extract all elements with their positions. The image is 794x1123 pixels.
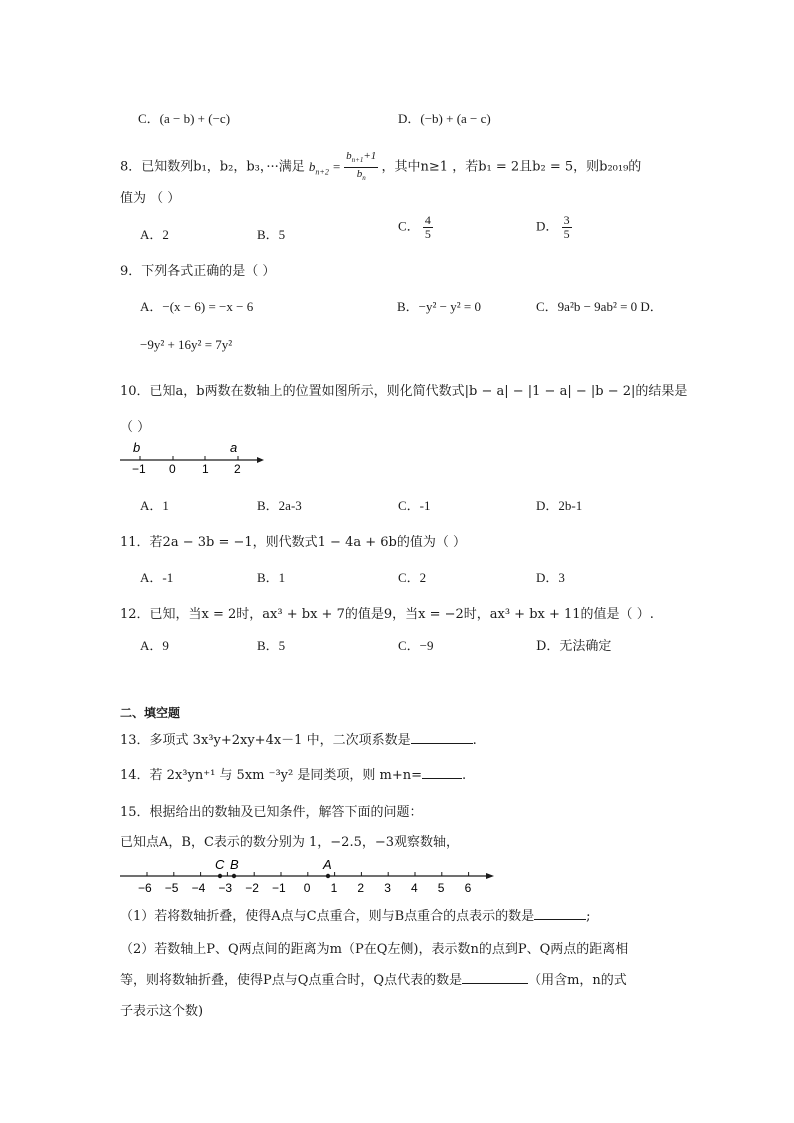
q15-tick-label: 1 bbox=[330, 881, 338, 895]
q10-option-c: C．-1 bbox=[398, 498, 431, 513]
q9-option-c: C．9a²b − 9ab² = 0 D． bbox=[536, 299, 663, 314]
q10-option-a: A．1 bbox=[140, 498, 169, 513]
q11-option-b: B．1 bbox=[257, 570, 286, 585]
q9-option-d: −9y² + 16y² = 7y² bbox=[140, 337, 233, 352]
q15-tick-label: −6 bbox=[138, 881, 152, 895]
q7-option-d: D．(−b) + (a − c) bbox=[398, 111, 491, 126]
q15-part1-answer-blank[interactable] bbox=[534, 907, 586, 920]
q11-option-d: D．3 bbox=[536, 570, 565, 585]
q13-answer-blank[interactable] bbox=[411, 731, 473, 744]
q10-option-b: B．2a-3 bbox=[257, 498, 302, 513]
q8-option-c: C． $\frac{4}{5}$ bbox=[398, 213, 431, 241]
q10-number-line bbox=[118, 440, 270, 476]
q15-tick-label: 6 bbox=[464, 881, 472, 895]
q15-tick-label: 5 bbox=[437, 881, 445, 895]
q10-axis-arrow bbox=[257, 457, 264, 463]
q8-formula: $b_{n+2}$ = $\frac{b_{n+1}+1}{b_n}$ bbox=[309, 159, 382, 174]
q12-option-a: A．9 bbox=[140, 638, 169, 653]
q9-option-a: A．−(x − 6) = −x − 6 bbox=[140, 299, 254, 314]
q15-part2-line1: （2）若数轴上P、Q两点间的距离为m（P在Q左侧)，表示数n的点到P、Q两点的距离相 bbox=[120, 942, 629, 957]
q15-tick-label: −1 bbox=[272, 881, 286, 895]
q15-axis-arrow bbox=[486, 873, 494, 879]
q10-tick-label: 2 bbox=[234, 462, 241, 476]
q15-number-line bbox=[118, 855, 498, 895]
q7-option-c: C．(a − b) + (−c) bbox=[138, 111, 231, 126]
q15-tick-label: −3 bbox=[218, 881, 233, 895]
q10-tick-label: −1 bbox=[132, 462, 146, 476]
q15-part1: （1）若将数轴折叠，使得A点与C点重合，则与B点重合的点表示的数是 ; bbox=[120, 909, 591, 924]
q8-option-b: B．5 bbox=[257, 227, 286, 242]
q8-option-a: A．2 bbox=[140, 227, 169, 242]
q13-stem: 13．多项式 3x³y+2xy+4x－1 中，二次项系数是 bbox=[120, 733, 411, 748]
q15-tick-label: −2 bbox=[245, 881, 259, 895]
section-title: 二、填空题 bbox=[120, 706, 181, 720]
q15-tick-label: 2 bbox=[357, 881, 365, 895]
q8-stem-line1 bbox=[120, 150, 641, 185]
q8-option-d: D． $\frac{3}{5}$ bbox=[536, 213, 570, 241]
q10-point-a-label: a bbox=[230, 440, 238, 455]
q11-option-c: C．2 bbox=[398, 570, 427, 585]
q15-tick-label: 4 bbox=[411, 881, 418, 895]
q11-stem: 11．若2a − 3b = −1，则代数式1 − 4a + 6b的值为（ ） bbox=[120, 535, 466, 550]
q15-point-c-label: C bbox=[215, 857, 225, 872]
q8-stem-part2: ，其中n≥1 ，若b₁ = 2且b₂ = 5，则b₂₀₁₉的 bbox=[381, 159, 642, 175]
q15-part2-answer-blank[interactable] bbox=[462, 971, 528, 984]
q14: 14．若 2x³yn⁺¹ 与 5xm ⁻³y² 是同类项，则 m+n= . bbox=[120, 768, 467, 783]
q11-option-a: A．-1 bbox=[140, 570, 174, 585]
q10-tick-label: 1 bbox=[202, 462, 209, 476]
q12-option-c: C．−9 bbox=[398, 638, 434, 653]
q9-stem: 9．下列各式正确的是（ ） bbox=[120, 264, 276, 279]
q15-tick-label: −4 bbox=[191, 881, 206, 895]
q15-given: 已知点A，B，C表示的数分别为 1，−2.5，−3观察数轴， bbox=[120, 835, 460, 850]
q10-tick-label: 0 bbox=[169, 462, 176, 476]
q15-point-a-dot bbox=[326, 874, 330, 878]
q10-stem: 10．已知a，b两数在数轴上的位置如图所示，则化简代数式|b − a| − |1 − a| − |b − 2|的结果是 bbox=[120, 384, 688, 399]
q14-stem: 14．若 2x³yn⁺¹ 与 5xm ⁻³y² 是同类项，则 m+n= bbox=[120, 768, 422, 783]
q15-point-a-label: A bbox=[323, 857, 332, 872]
q15-tick-label: 3 bbox=[384, 881, 391, 895]
q10-paren: （ ） bbox=[120, 420, 151, 435]
q14-answer-blank[interactable] bbox=[422, 766, 462, 779]
q10-point-b-label: b bbox=[133, 440, 141, 455]
q10-option-d: D．2b-1 bbox=[536, 498, 583, 513]
q12-option-d: D．无法确定 bbox=[536, 639, 612, 654]
q15-tick-label: −5 bbox=[164, 881, 179, 895]
q8-stem-line2: 值为 （ ） bbox=[120, 191, 181, 206]
q15-stem: 15．根据给出的数轴及已知条件，解答下面的问题： bbox=[120, 805, 423, 820]
q12-stem: 12．已知，当x = 2时，ax³ + bx + 7的值是9，当x = −2时，ax³ + bx + 11的值是（ ）. bbox=[120, 607, 654, 622]
q9-option-b: B．−y² − y² = 0 bbox=[397, 299, 481, 314]
q8-stem-part1: 8．已知数列b₁，b₂，b₃，···满足 bbox=[120, 159, 305, 175]
q15-part2-line3: 子表示这个数) bbox=[120, 1004, 204, 1019]
q15-tick-label: 0 bbox=[303, 881, 311, 895]
q15-part2-line2: 等，则将数轴折叠，使得P点与Q点重合时，Q点代表的数是 （用含m，n的式 bbox=[120, 973, 627, 988]
q13: 13．多项式 3x³y+2xy+4x－1 中，二次项系数是 . bbox=[120, 733, 477, 748]
q15-point-b-label: B bbox=[230, 857, 239, 872]
q12-option-b: B．5 bbox=[257, 638, 286, 653]
q15-point-b-dot bbox=[232, 874, 236, 878]
q15-point-c-dot bbox=[218, 874, 222, 878]
q8-fraction: $\frac{b_{n+1}+1}{b_n}$ bbox=[346, 150, 377, 183]
